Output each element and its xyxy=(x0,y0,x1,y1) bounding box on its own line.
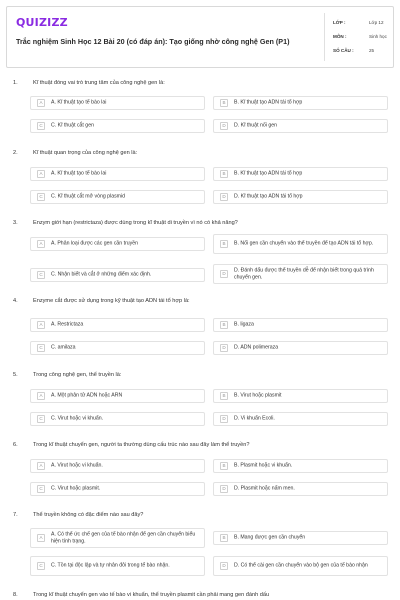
option-letter: B xyxy=(220,462,228,470)
option-b[interactable] xyxy=(213,96,388,110)
option-letter: B xyxy=(220,321,228,329)
question-number: 8. xyxy=(13,592,18,598)
option-text: C. Virut hoặc plasmit. xyxy=(51,485,101,492)
option-letter: B xyxy=(220,99,228,107)
option-b[interactable] xyxy=(213,167,388,181)
option-letter: D xyxy=(220,415,228,423)
option-letter: B xyxy=(220,170,228,178)
option-text: C. Virut hoặc vi khuẩn. xyxy=(51,415,104,422)
option-c[interactable] xyxy=(30,482,205,496)
option-letter: A xyxy=(37,240,45,248)
option-d[interactable] xyxy=(213,412,388,426)
option-c[interactable] xyxy=(30,341,205,355)
meta-count-label: SỐ CÂU : xyxy=(333,48,354,53)
option-letter: C xyxy=(37,562,45,570)
option-a[interactable] xyxy=(30,167,205,181)
option-letter: D xyxy=(220,485,228,493)
quizizz-logo[interactable]: QUIZIZZ xyxy=(16,16,68,29)
question-text: Kĩ thuật đóng vai trò trung tâm của công nghệ gen là: xyxy=(33,80,165,86)
question-number: 1. xyxy=(13,80,18,86)
option-text: A. Có thể ức chế gen của tế bào nhận để gen cần chuyển biểu hiện tính trạng. xyxy=(51,531,196,544)
option-text: A. Phân loại được các gen cần truyền xyxy=(51,240,139,247)
option-b[interactable] xyxy=(213,459,388,473)
option-text: C. amilaza xyxy=(51,344,76,351)
option-b[interactable] xyxy=(213,531,388,545)
option-text: C. Tồn tại độc lập và tự nhân đôi trong tế bào nhận. xyxy=(51,562,170,569)
option-letter: C xyxy=(37,344,45,352)
option-a[interactable] xyxy=(30,459,205,473)
option-a[interactable] xyxy=(30,528,205,548)
option-text: B. Nối gen cần chuyển vào thể truyền để tạo ADN tái tổ hợp. xyxy=(234,240,374,247)
option-text: B. Kĩ thuật tạo ADN tái tổ hợp xyxy=(234,170,303,177)
option-a[interactable] xyxy=(30,237,205,251)
option-letter: D xyxy=(220,562,228,570)
question-number: 5. xyxy=(13,372,18,378)
meta-class-label: LỚP : xyxy=(333,20,346,25)
option-text: B. Mang được gen cần chuyển xyxy=(234,534,306,541)
option-letter: D xyxy=(220,193,228,201)
option-d[interactable] xyxy=(213,341,388,355)
option-text: B. Plasmit hoặc vi khuẩn. xyxy=(234,462,293,469)
question-number: 7. xyxy=(13,512,18,518)
option-d[interactable] xyxy=(213,482,388,496)
option-b[interactable] xyxy=(213,318,388,332)
option-letter: C xyxy=(37,415,45,423)
option-text: A. Một phân tử ADN hoặc ARN xyxy=(51,392,123,399)
question-text: Thể truyền không có đặc điểm nào sau đây? xyxy=(33,512,144,518)
option-text: A. Kĩ thuật tạo tế bào lai xyxy=(51,99,107,106)
meta-count-value: 25 xyxy=(369,48,375,53)
option-c[interactable] xyxy=(30,556,205,576)
question-number: 3. xyxy=(13,220,18,226)
option-text: B. ligaza xyxy=(234,321,254,328)
option-letter: A xyxy=(37,321,45,329)
option-text: D. Đánh dấu được thể truyền dễ để nhận biết trong quá trình chuyển gen. xyxy=(234,267,374,280)
option-c[interactable] xyxy=(30,268,205,282)
option-letter: D xyxy=(220,344,228,352)
question-number: 2. xyxy=(13,150,18,156)
quiz-header xyxy=(6,6,394,68)
option-b[interactable] xyxy=(213,234,388,254)
option-letter: A xyxy=(37,462,45,470)
option-a[interactable] xyxy=(30,389,205,403)
meta-subject-value: Sinh học xyxy=(369,34,387,39)
option-text: D. Kĩ thuật tạo ADN tái tổ hợp xyxy=(234,193,303,200)
option-text: A. Restrictaza xyxy=(51,321,84,328)
option-d[interactable] xyxy=(213,264,388,284)
question-text: Enzyme cắt được sử dụng trong kỹ thuật tạo ADN tái tổ hợp là: xyxy=(33,298,190,304)
question-text: Trong công nghệ gen, thể truyền là: xyxy=(33,372,122,378)
option-d[interactable] xyxy=(213,556,388,576)
question-text: Trong kĩ thuật chuyển gen vào tế bào vi khuẩn, thể truyền plasmit cần phải mang gen đánh dấu xyxy=(33,592,270,598)
option-a[interactable] xyxy=(30,96,205,110)
meta-class-value: Lớp 12 xyxy=(369,20,384,25)
option-text: D. Vi khuẩn Ecoli. xyxy=(234,415,275,422)
option-letter: D xyxy=(220,270,228,278)
option-letter: C xyxy=(37,485,45,493)
option-text: D. Plasmit hoặc nấm men. xyxy=(234,485,295,492)
option-letter: A xyxy=(37,392,45,400)
option-b[interactable] xyxy=(213,389,388,403)
option-d[interactable] xyxy=(213,190,388,204)
meta-subject-label: MÔN : xyxy=(333,34,347,39)
option-letter: A xyxy=(37,534,45,542)
option-letter: B xyxy=(220,240,228,248)
quiz-meta xyxy=(324,13,394,61)
option-text: D. Có thể cài gen cần chuyển vào bộ gen của tế bào nhận xyxy=(234,562,368,569)
option-letter: D xyxy=(220,122,228,130)
option-text: D. ADN polimeraza xyxy=(234,344,279,351)
option-c[interactable] xyxy=(30,119,205,133)
option-text: A. Kĩ thuật tạo tế bào lai xyxy=(51,170,107,177)
option-letter: A xyxy=(37,99,45,107)
question-number: 6. xyxy=(13,442,18,448)
quiz-title: Trắc nghiệm Sinh Học 12 Bài 20 (có đáp án): Tạo giống nhờ công nghệ Gen (P1) xyxy=(16,37,290,46)
option-text: C. Nhận biết và cắt ở những điểm xác định. xyxy=(51,271,152,278)
option-c[interactable] xyxy=(30,412,205,426)
question-text: Kĩ thuật quan trọng của công nghệ gen là: xyxy=(33,150,138,156)
option-letter: B xyxy=(220,392,228,400)
option-text: C. Kĩ thuật cắt mở vòng plasmid xyxy=(51,193,126,200)
option-letter: A xyxy=(37,170,45,178)
option-c[interactable] xyxy=(30,190,205,204)
option-text: A. Virut hoặc vi khuẩn. xyxy=(51,462,103,469)
option-letter: C xyxy=(37,122,45,130)
option-letter: C xyxy=(37,193,45,201)
option-d[interactable] xyxy=(213,119,388,133)
question-text: Trong kĩ thuật chuyển gen, người ta thường dùng cấu trúc nào sau đây làm thể truyền? xyxy=(33,442,250,448)
option-letter: C xyxy=(37,271,45,279)
option-text: C. Kĩ thuật cắt gen xyxy=(51,122,94,129)
option-letter: B xyxy=(220,534,228,542)
question-text: Enzym giới hạn (restrictaza) được dùng trong kĩ thuật di truyền vì nó có khả năng? xyxy=(33,220,238,226)
option-text: B. Kĩ thuật tạo ADN tái tổ hợp xyxy=(234,99,303,106)
option-text: B. Virut hoặc plasmit xyxy=(234,392,282,399)
option-text: D. Kĩ thuật nối gen xyxy=(234,122,277,129)
question-number: 4. xyxy=(13,298,18,304)
option-a[interactable] xyxy=(30,318,205,332)
